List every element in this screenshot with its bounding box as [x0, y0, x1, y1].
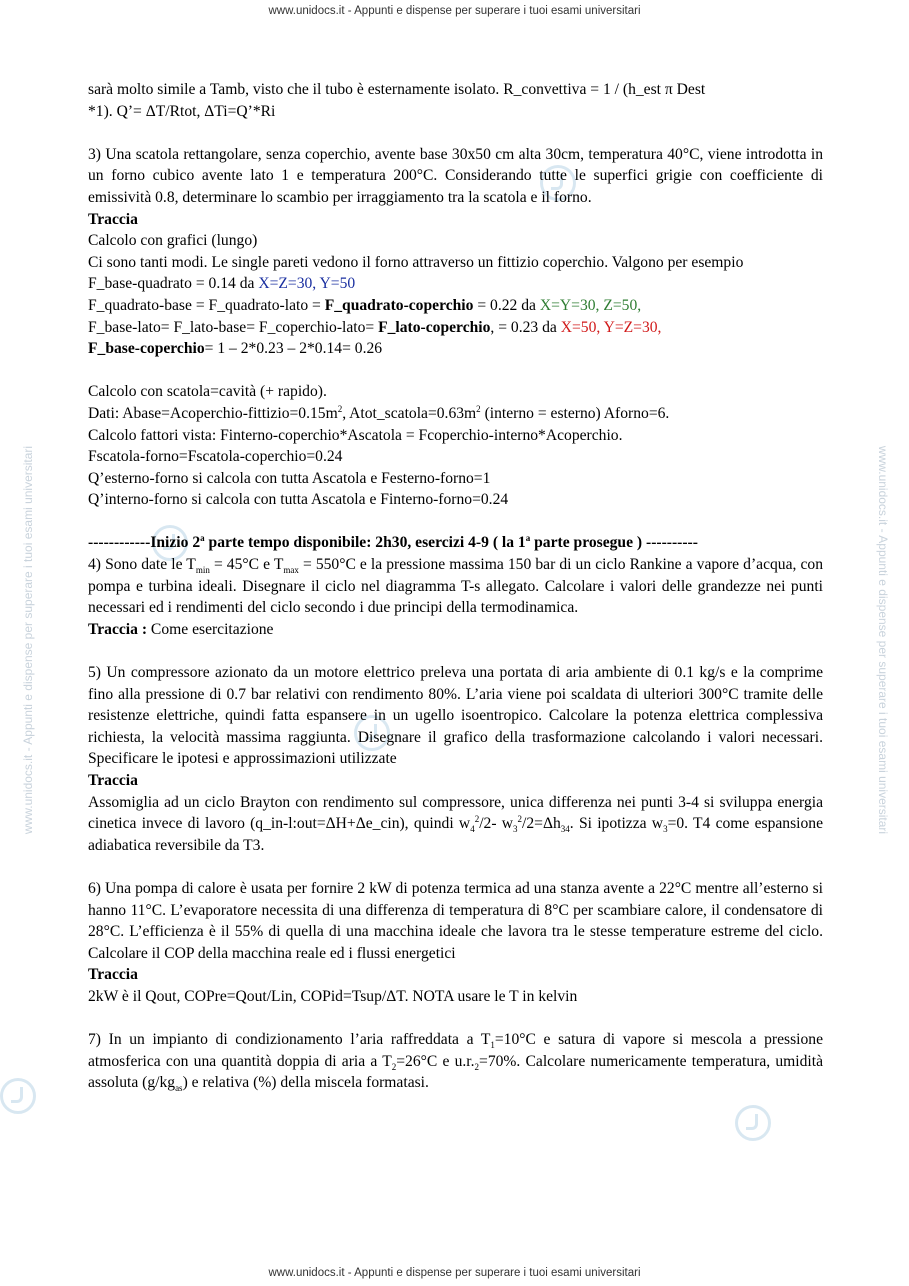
exercise-5-traccia-label: Traccia — [88, 772, 138, 789]
side-watermark-right: www.unidocs.it - Appunti e dispense per superare i tuoi esami universitari — [876, 445, 890, 835]
lead-paragraph — [88, 79, 823, 122]
lead-line-2: *1). Q’= ΔT/Rtot, ΔTi=Q’*Ri — [88, 102, 276, 120]
exercise-6-traccia-text: 2kW è il Qout, COPre=Qout/Lin, COPid=Tsup/ΔT. NOTA usare le T in kelvin — [88, 987, 578, 1005]
part-2-separator: ------------Inizio 2$^a$ parte tempo disponibile: 2h30, esercizi 4-9 ( la 1$^a$ parte prosegue ) ---------- — [88, 533, 698, 552]
cavity-line-4: Fscatola-forno=Fscatola-coperchio=0.24 — [88, 448, 343, 466]
view-factor-line-2: F_quadrato-base = F_quadrato-lato = F_quadrato-coperchio = 0.22 da X=Y=30, Z=50, — [88, 296, 642, 314]
exercise-5-text: 5) Un compressore azionato da un motore elettrico preleva una portata di aria ambiente di 0.1 kg/s e la comprime fino alla pressione di 0.7 bar relativi con rendimento 80%. L’aria viene poi scaldata di ulteriori 300°C tramite delle resistenze elettriche, quindi fatta espansere in un ugello isoentropico. Calcolare la potenza elettrica complessiva richiesta, la velocità massima raggiunta. Disegnare il grafico della trasformazione calcolando i valori necessari. Specificare le ipotesi e approssimazioni utilizzate — [88, 664, 823, 768]
cavity-line-1: Calcolo con scatola=cavità (+ rapido). — [88, 383, 327, 401]
exercise-5-traccia-text: Assomiglia ad un ciclo Brayton con rendimento sul compressore, unica differenza nei punti 3-4 si sviluppa energia cinetica invece di lavoro (q_in-l:out=ΔH+Δe_cin), quindi $w_4^2/2-$ $w_3^2/2=\Delta h_{34}$. Si ipotizza $w_3=0$. T4 come espansione adiabatica reversibile da T3. — [88, 793, 824, 854]
watermark-logo-icon — [0, 1078, 36, 1114]
exercise-6-text: 6) Una pompa di calore è usata per fornire 2 kW di potenza termica ad una stanza avente a 22°C mentre all’esterno si hanno 11°C. L’evaporatore necessita di una differenza di temperatura di 8°C per scambiare calore, il condensatore di 28°C. L’efficienza è il 55% di quella di una macchina ideale che lavora tra le stesse temperature estreme del ciclo. Calcolare il COP della macchina reale ed i flussi energetici — [88, 879, 823, 962]
exercise-3-text: 3) Una scatola rettangolare, senza coperchio, avente base 30x50 cm alta 30cm, temperatura 40°C, viene introdotta in un forno cubico avente lato 1 e temperatura 200°C. Considerando tutte le superfici grigie con coefficiente di emissività 0.8, determinare lo scambio per irraggiamento tra la scatola e il forno. — [88, 145, 823, 206]
page-footer: www.unidocs.it - Appunti e dispense per superare i tuoi esami universitari — [268, 1267, 641, 1279]
exercise-3-line: Calcolo con grafici (lungo) — [88, 232, 258, 250]
cavity-line-3: Calcolo fattori vista: Finterno-coperchio*Ascatola = Fcoperchio-interno*Acoperchio. — [88, 426, 623, 444]
document-body — [88, 79, 823, 1094]
view-factor-line-3: F_base-lato= F_lato-base= F_coperchio-lato= F_lato-coperchio, = 0.23 da X=50, Y=Z=30, — [88, 318, 662, 336]
exercise-3-traccia-label: Traccia — [88, 210, 138, 228]
exercise-7-text: 7) In un impianto di condizionamento l’aria raffreddata a $T_1=10^\circ C$ e satura di vapore si mescola a pressione atmosferica con una quantità doppia di aria a $T_2=26^\circ C$ e $u.r._2=70\%$. Calcolare numericamente temperatura, umidità assoluta $(g/kg_{as})$ e relativa (%) della miscela formatasi. — [88, 1031, 824, 1094]
cavity-line-5: Q’esterno-forno si calcola con tutta Ascatola e Festerno-forno=1 — [88, 469, 491, 487]
exercise-3-line: Ci sono tanti modi. Le single pareti vedono il forno attraverso un fittizio coperchio. Valgono per esempio — [88, 253, 744, 271]
view-factor-line-1: F_base-quadrato = 0.14 da X=Z=30, Y=50 — [88, 275, 356, 293]
exercise-6-traccia-label: Traccia — [88, 966, 138, 984]
watermark-logo-icon — [735, 1105, 771, 1141]
cavity-line-6: Q’interno-forno si calcola con tutta Ascatola e Finterno-forno=0.24 — [88, 491, 509, 509]
view-factor-line-4: F_base-coperchio= 1 – 2*0.23 – 2*0.14= 0.26 — [88, 340, 383, 358]
cavity-line-2: Dati: $Abase=Acoperchio-fittizio=0.15m^2$, $Atot\_scatola=0.63m^2$ (interno = esterno) Aforno=6. — [88, 403, 670, 422]
page-header: www.unidocs.it - Appunti e dispense per superare i tuoi esami universitari — [268, 5, 641, 17]
side-watermark-left: www.unidocs.it - Appunti e dispense per superare i tuoi esami universitari — [21, 445, 35, 835]
exercise-4-text: 4) Sono date le $T_{min} = 45^\circ C$ e $T_{max} = 550^\circ C$ e la pressione massima 150 bar di un ciclo Rankine a vapore d’acqua, con pompa e turbina ideali. Disegnare il ciclo nel diagramma T-s allegato. Calcolare i valori delle grandezze nei punti necessari ed i rendimenti del ciclo secondo i due principi della termodinamica. — [88, 556, 823, 617]
lead-line-1: sarà molto simile a Tamb, visto che il tubo è esternamente isolato. R_convettiva = 1 / (h_est π Dest — [88, 81, 706, 98]
exercise-4-traccia: Traccia : Come esercitazione — [88, 620, 274, 638]
